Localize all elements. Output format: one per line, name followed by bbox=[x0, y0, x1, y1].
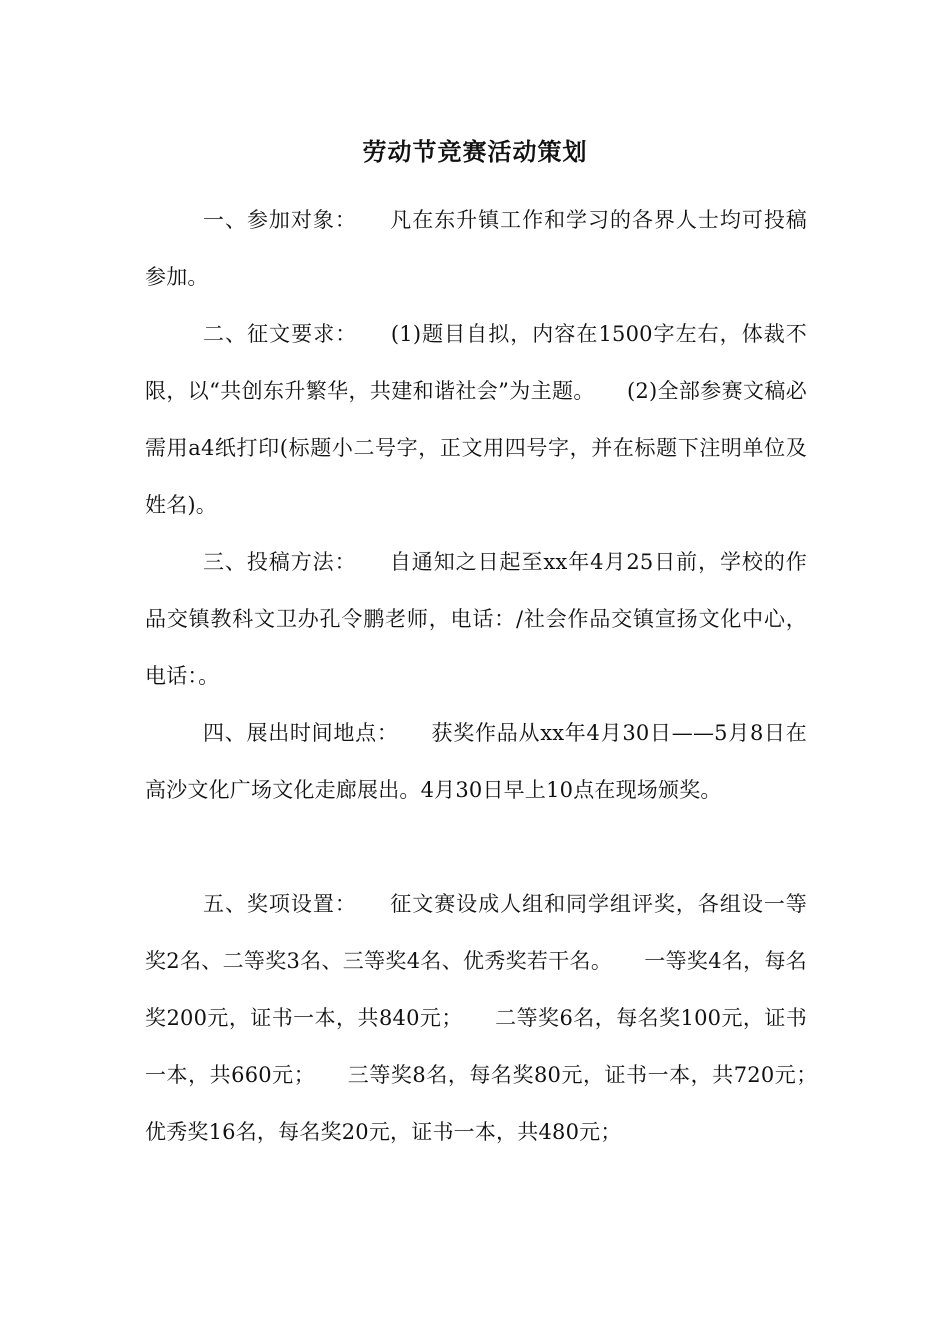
paragraph-exhibition: 四、展出时间地点： 获奖作品从xx年4月30日——5月8日在高沙文化广场文化走廊展出。4月30日早上10点在现场颁奖。 bbox=[145, 721, 807, 802]
paragraph-spacer bbox=[145, 819, 807, 876]
paragraph-submission: 三、投稿方法： 自通知之日起至xx年4月25日前，学校的作品交镇教科文卫办孔令鹏老师，电话：/社会作品交镇宣扬文化中心，电话：。 bbox=[145, 550, 807, 688]
paragraph-participants: 一、参加对象： 凡在东升镇工作和学习的各界人士均可投稿参加。 bbox=[145, 208, 807, 289]
document-title: 劳动节竞赛活动策划 bbox=[362, 137, 588, 166]
document-body bbox=[145, 192, 850, 1161]
paragraph-awards: 五、奖项设置： 征文赛设成人组和同学组评奖，各组设一等奖2名、二等奖3名、三等奖4名、优秀奖若干名。 一等奖4名，每名奖200元，证书一本，共840元； 二等奖6名，每名奖100元，证书一本，共660元； 三等奖8名，每名奖80元，证书一本，共720元； 优秀奖16名，每名奖20元，证书一本，共480元； bbox=[145, 892, 850, 1144]
paragraph-requirements: 二、征文要求： (1)题目自拟，内容在1500字左右，体裁不限，以“共创东升繁华，共建和谐社会”为主题。 (2)全部参赛文稿必需用a4纸打印(标题小二号字，正文用四号字，并在标题下注明单位及姓名)。 bbox=[145, 322, 807, 517]
